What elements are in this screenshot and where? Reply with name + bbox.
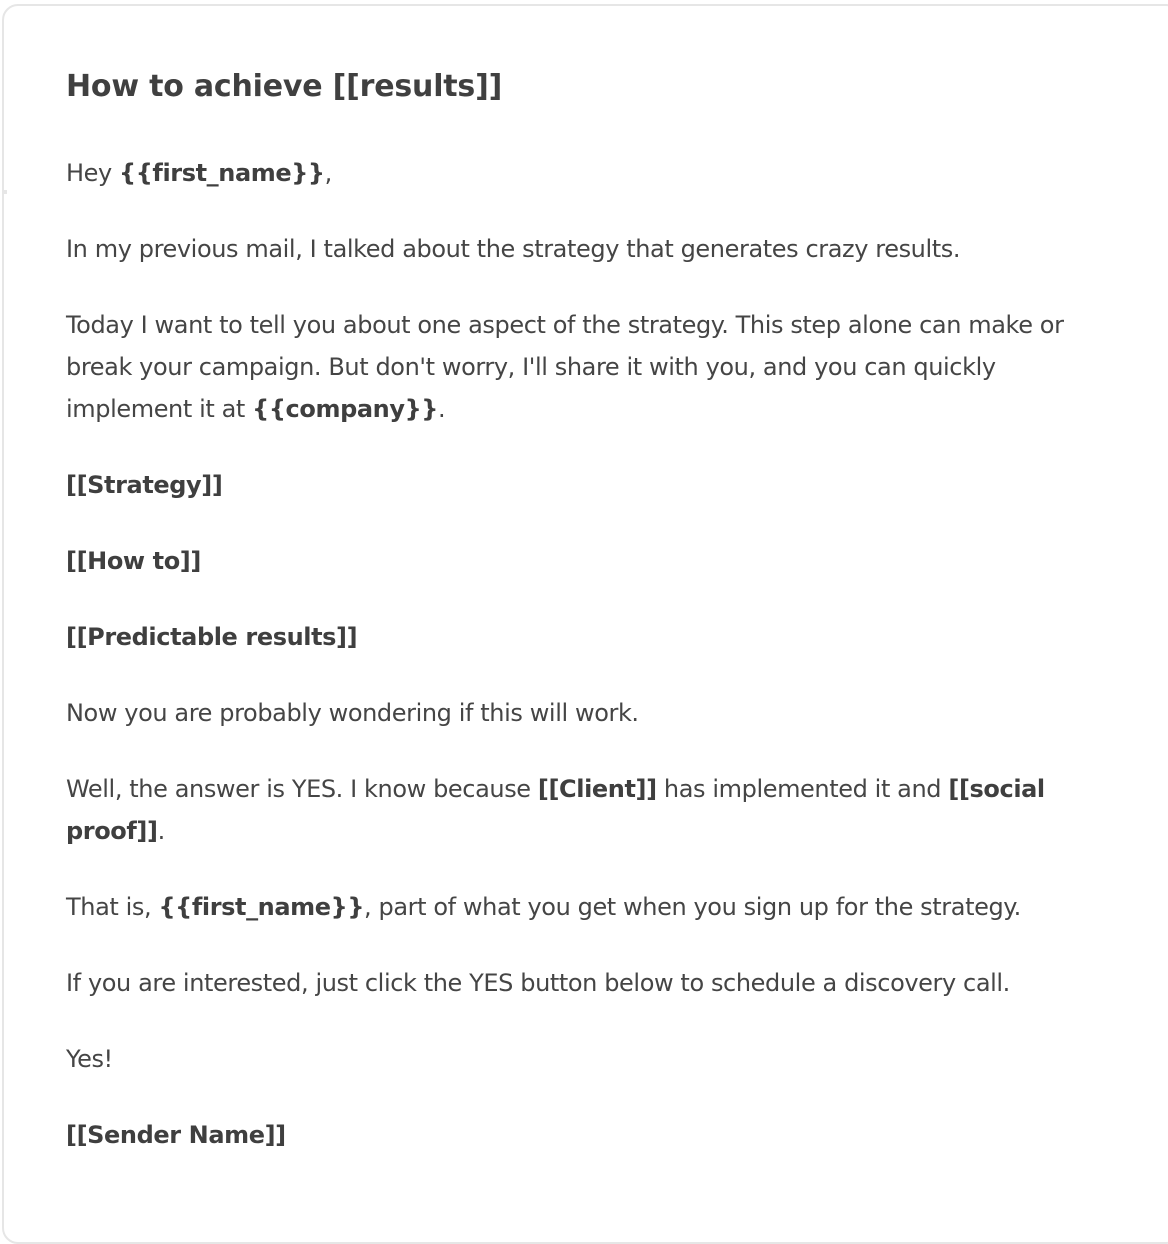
social-proof-placeholder: [[social proof]] (66, 775, 1045, 845)
sender-name-placeholder: [[Sender Name]] (66, 1121, 286, 1149)
company-variable: {{company}} (252, 395, 438, 423)
today-suffix: . (437, 395, 446, 423)
first-name-variable: {{first_name}} (158, 893, 365, 921)
that-is-paragraph (66, 886, 1126, 928)
today-paragraph (66, 304, 1126, 430)
that-is-prefix: That is, (66, 893, 159, 921)
predictable-results-placeholder-text: [[Predictable results]] (66, 623, 358, 651)
proof-prefix: Well, the answer is YES. I know because (66, 775, 538, 803)
strategy-placeholder (66, 464, 1126, 506)
predictable-results-placeholder (66, 616, 1126, 658)
sender-signature (66, 1114, 1126, 1156)
client-placeholder: [[Client]] (537, 775, 657, 803)
greeting-suffix: , (324, 159, 332, 187)
that-is-suffix: , part of what you get when you sign up for the strategy. (364, 893, 1021, 921)
yes-link[interactable]: Yes! (66, 1045, 113, 1073)
proof-suffix: . (157, 817, 165, 845)
how-to-placeholder-text: [[How to]] (66, 547, 201, 575)
first-name-variable: {{first_name}} (119, 159, 325, 187)
today-text: Today I want to tell you about one aspect of the strategy. This step alone can make or break your campaign. But don't worry, I'll share it with you, and you can quickly implement it at (66, 311, 1064, 423)
proof-middle: has implemented it and (656, 775, 949, 803)
email-subject: How to achieve [[results]] (66, 69, 503, 104)
intro-paragraph: In my previous mail, I talked about the strategy that generates crazy results. (66, 235, 961, 263)
greeting-line (66, 152, 1126, 194)
card-edge-marker (4, 190, 7, 194)
cta-paragraph: If you are interested, just click the YES button below to schedule a discovery call. (66, 969, 1010, 997)
wondering-paragraph: Now you are probably wondering if this will work. (66, 699, 639, 727)
email-body (66, 66, 1126, 1190)
strategy-placeholder-text: [[Strategy]] (66, 471, 223, 499)
email-preview-card (2, 4, 1168, 1244)
greeting-prefix: Hey (66, 159, 120, 187)
how-to-placeholder (66, 540, 1126, 582)
proof-paragraph (66, 768, 1126, 852)
